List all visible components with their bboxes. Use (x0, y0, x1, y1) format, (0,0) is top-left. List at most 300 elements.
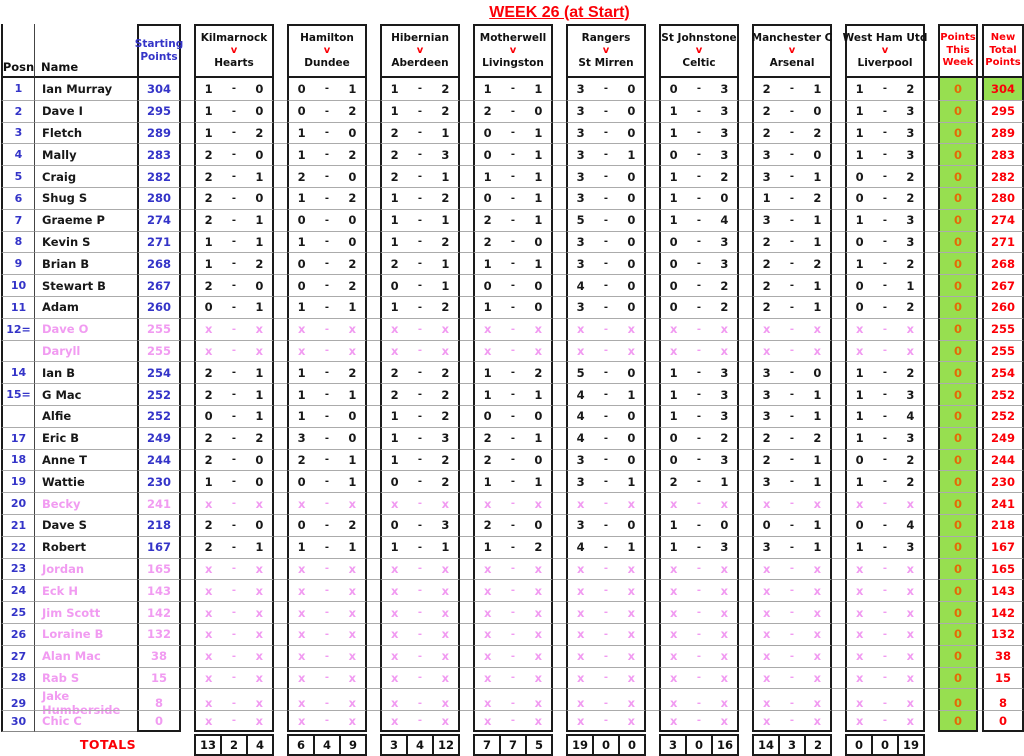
position-cell[interactable]: 20 (1, 492, 35, 514)
prediction-cell[interactable] (380, 558, 460, 580)
position-cell[interactable]: 7 (1, 209, 35, 231)
points-this-week-cell[interactable]: 0 (938, 165, 978, 187)
prediction-cell[interactable] (566, 558, 646, 580)
points-this-week-cell[interactable]: 0 (938, 78, 978, 100)
prediction-cell[interactable] (287, 100, 367, 122)
player-name-cell[interactable]: Becky (35, 492, 137, 514)
prediction-cell[interactable] (194, 536, 274, 558)
prediction-cell[interactable] (845, 645, 925, 667)
prediction-cell[interactable] (194, 492, 274, 514)
player-name-cell[interactable]: Alan Mac (35, 645, 137, 667)
prediction-cell[interactable] (659, 601, 739, 623)
prediction-cell[interactable] (566, 78, 646, 100)
points-this-week-cell[interactable]: 0 (938, 536, 978, 558)
prediction-cell[interactable] (845, 274, 925, 296)
prediction-cell[interactable] (194, 383, 274, 405)
totals-value-box[interactable]: 4 (408, 734, 434, 756)
prediction-cell[interactable] (380, 122, 460, 144)
prediction-cell[interactable] (287, 470, 367, 492)
position-cell[interactable]: 15= (1, 383, 35, 405)
prediction-cell[interactable] (473, 470, 553, 492)
totals-value-box[interactable]: 0 (594, 734, 620, 756)
starting-points-cell[interactable]: 252 (137, 383, 181, 405)
prediction-cell[interactable] (845, 405, 925, 427)
totals-value-box[interactable]: 6 (287, 734, 315, 756)
prediction-cell[interactable] (287, 231, 367, 253)
position-cell[interactable] (1, 340, 35, 362)
position-cell[interactable]: 28 (1, 667, 35, 689)
prediction-cell[interactable] (287, 667, 367, 689)
position-cell[interactable]: 8 (1, 231, 35, 253)
points-this-week-cell[interactable]: 0 (938, 514, 978, 536)
prediction-cell[interactable] (194, 710, 274, 732)
position-cell[interactable]: 1 (1, 78, 35, 100)
new-total-points-cell[interactable]: 268 (982, 252, 1024, 274)
prediction-cell[interactable] (752, 470, 832, 492)
prediction-cell[interactable] (473, 143, 553, 165)
prediction-cell[interactable] (752, 165, 832, 187)
prediction-cell[interactable] (566, 667, 646, 689)
points-this-week-cell[interactable]: 0 (938, 470, 978, 492)
position-cell[interactable]: 10 (1, 274, 35, 296)
prediction-cell[interactable] (752, 340, 832, 362)
prediction-cell[interactable] (473, 449, 553, 471)
prediction-cell[interactable] (845, 165, 925, 187)
new-total-points-cell[interactable]: 143 (982, 579, 1024, 601)
player-name-cell[interactable]: Alfie (35, 405, 137, 427)
new-total-points-cell[interactable]: 271 (982, 231, 1024, 253)
prediction-cell[interactable] (659, 492, 739, 514)
prediction-cell[interactable] (380, 165, 460, 187)
starting-points-cell[interactable]: 289 (137, 122, 181, 144)
starting-points-cell[interactable]: 280 (137, 187, 181, 209)
prediction-cell[interactable] (566, 361, 646, 383)
prediction-cell[interactable] (287, 165, 367, 187)
new-total-points-cell[interactable]: 267 (982, 274, 1024, 296)
prediction-cell[interactable] (194, 601, 274, 623)
prediction-cell[interactable] (287, 449, 367, 471)
prediction-cell[interactable] (659, 361, 739, 383)
prediction-cell[interactable] (845, 492, 925, 514)
position-cell[interactable]: 29 (1, 688, 35, 717)
new-total-points-cell[interactable]: 304 (982, 78, 1024, 100)
prediction-cell[interactable] (752, 601, 832, 623)
player-name-cell[interactable]: Dave S (35, 514, 137, 536)
prediction-cell[interactable] (473, 645, 553, 667)
starting-points-cell[interactable]: 282 (137, 165, 181, 187)
totals-value-box[interactable]: 3 (380, 734, 408, 756)
points-this-week-cell[interactable]: 0 (938, 252, 978, 274)
prediction-cell[interactable] (845, 143, 925, 165)
prediction-cell[interactable] (752, 558, 832, 580)
prediction-cell[interactable] (752, 492, 832, 514)
prediction-cell[interactable] (845, 623, 925, 645)
prediction-cell[interactable] (194, 231, 274, 253)
starting-points-cell[interactable]: 142 (137, 601, 181, 623)
prediction-cell[interactable] (659, 78, 739, 100)
prediction-cell[interactable] (194, 449, 274, 471)
prediction-cell[interactable] (380, 100, 460, 122)
new-total-points-cell[interactable]: 289 (982, 122, 1024, 144)
prediction-cell[interactable] (566, 187, 646, 209)
prediction-cell[interactable] (752, 383, 832, 405)
starting-points-cell[interactable]: 249 (137, 427, 181, 449)
points-this-week-cell[interactable]: 0 (938, 623, 978, 645)
prediction-cell[interactable] (473, 667, 553, 689)
prediction-cell[interactable] (845, 536, 925, 558)
prediction-cell[interactable] (380, 645, 460, 667)
prediction-cell[interactable] (845, 296, 925, 318)
new-total-points-cell[interactable]: 260 (982, 296, 1024, 318)
prediction-cell[interactable] (566, 427, 646, 449)
prediction-cell[interactable] (752, 252, 832, 274)
prediction-cell[interactable] (473, 623, 553, 645)
prediction-cell[interactable] (566, 645, 646, 667)
prediction-cell[interactable] (473, 361, 553, 383)
totals-value-box[interactable]: 13 (194, 734, 222, 756)
prediction-cell[interactable] (752, 296, 832, 318)
prediction-cell[interactable] (287, 318, 367, 340)
new-total-points-cell[interactable]: 274 (982, 209, 1024, 231)
new-total-points-cell[interactable]: 241 (982, 492, 1024, 514)
prediction-cell[interactable] (566, 536, 646, 558)
prediction-cell[interactable] (659, 209, 739, 231)
points-this-week-cell[interactable]: 0 (938, 296, 978, 318)
prediction-cell[interactable] (752, 710, 832, 732)
points-this-week-cell[interactable]: 0 (938, 405, 978, 427)
prediction-cell[interactable] (473, 558, 553, 580)
prediction-cell[interactable] (287, 209, 367, 231)
prediction-cell[interactable] (194, 187, 274, 209)
prediction-cell[interactable] (194, 209, 274, 231)
prediction-cell[interactable] (287, 710, 367, 732)
prediction-cell[interactable] (380, 209, 460, 231)
points-this-week-cell[interactable]: 0 (938, 361, 978, 383)
prediction-cell[interactable] (194, 318, 274, 340)
prediction-cell[interactable] (752, 122, 832, 144)
prediction-cell[interactable] (845, 449, 925, 471)
prediction-cell[interactable] (473, 252, 553, 274)
prediction-cell[interactable] (566, 514, 646, 536)
prediction-cell[interactable] (845, 601, 925, 623)
position-cell[interactable]: 11 (1, 296, 35, 318)
prediction-cell[interactable] (659, 645, 739, 667)
position-cell[interactable] (1, 405, 35, 427)
prediction-cell[interactable] (194, 514, 274, 536)
new-total-points-cell[interactable]: 218 (982, 514, 1024, 536)
starting-points-cell[interactable]: 252 (137, 405, 181, 427)
points-this-week-cell[interactable]: 0 (938, 645, 978, 667)
prediction-cell[interactable] (380, 383, 460, 405)
position-cell[interactable]: 21 (1, 514, 35, 536)
prediction-cell[interactable] (473, 383, 553, 405)
points-this-week-cell[interactable]: 0 (938, 274, 978, 296)
player-name-cell[interactable]: Shug S (35, 187, 137, 209)
prediction-cell[interactable] (566, 296, 646, 318)
player-name-cell[interactable]: Anne T (35, 449, 137, 471)
prediction-cell[interactable] (287, 536, 367, 558)
position-cell[interactable]: 19 (1, 470, 35, 492)
new-total-points-cell[interactable]: 244 (982, 449, 1024, 471)
position-cell[interactable]: 22 (1, 536, 35, 558)
prediction-cell[interactable] (194, 645, 274, 667)
prediction-cell[interactable] (473, 78, 553, 100)
totals-value-box[interactable]: 7 (501, 734, 527, 756)
prediction-cell[interactable] (566, 231, 646, 253)
points-this-week-cell[interactable]: 0 (938, 209, 978, 231)
prediction-cell[interactable] (194, 667, 274, 689)
points-this-week-cell[interactable]: 0 (938, 427, 978, 449)
prediction-cell[interactable] (752, 78, 832, 100)
prediction-cell[interactable] (845, 427, 925, 449)
position-cell[interactable]: 23 (1, 558, 35, 580)
prediction-cell[interactable] (845, 252, 925, 274)
points-this-week-cell[interactable]: 0 (938, 100, 978, 122)
prediction-cell[interactable] (752, 274, 832, 296)
prediction-cell[interactable] (566, 710, 646, 732)
prediction-cell[interactable] (380, 274, 460, 296)
player-name-cell[interactable]: Daryll (35, 340, 137, 362)
prediction-cell[interactable] (287, 252, 367, 274)
starting-points-cell[interactable]: 244 (137, 449, 181, 471)
starting-points-cell[interactable]: 260 (137, 296, 181, 318)
prediction-cell[interactable] (566, 383, 646, 405)
prediction-cell[interactable] (566, 143, 646, 165)
new-total-points-cell[interactable]: 167 (982, 536, 1024, 558)
starting-points-cell[interactable]: 304 (137, 78, 181, 100)
new-total-points-cell[interactable]: 8 (982, 688, 1024, 717)
new-total-points-cell[interactable]: 282 (982, 165, 1024, 187)
points-this-week-cell[interactable]: 0 (938, 187, 978, 209)
prediction-cell[interactable] (752, 231, 832, 253)
points-this-week-cell[interactable]: 0 (938, 601, 978, 623)
prediction-cell[interactable] (659, 274, 739, 296)
player-name-cell[interactable]: Fletch (35, 122, 137, 144)
new-total-points-cell[interactable]: 254 (982, 361, 1024, 383)
prediction-cell[interactable] (845, 579, 925, 601)
prediction-cell[interactable] (473, 710, 553, 732)
starting-points-cell[interactable]: 267 (137, 274, 181, 296)
player-name-cell[interactable]: Brian B (35, 252, 137, 274)
prediction-cell[interactable] (287, 492, 367, 514)
prediction-cell[interactable] (380, 318, 460, 340)
points-this-week-cell[interactable]: 0 (938, 318, 978, 340)
prediction-cell[interactable] (566, 492, 646, 514)
new-total-points-cell[interactable]: 249 (982, 427, 1024, 449)
prediction-cell[interactable] (752, 579, 832, 601)
points-this-week-cell[interactable]: 0 (938, 340, 978, 362)
prediction-cell[interactable] (287, 383, 367, 405)
prediction-cell[interactable] (659, 558, 739, 580)
position-cell[interactable]: 4 (1, 143, 35, 165)
prediction-cell[interactable] (659, 427, 739, 449)
prediction-cell[interactable] (473, 165, 553, 187)
prediction-cell[interactable] (659, 340, 739, 362)
prediction-cell[interactable] (473, 231, 553, 253)
prediction-cell[interactable] (566, 623, 646, 645)
prediction-cell[interactable] (566, 122, 646, 144)
prediction-cell[interactable] (845, 361, 925, 383)
player-name-cell[interactable]: Graeme P (35, 209, 137, 231)
prediction-cell[interactable] (845, 710, 925, 732)
totals-value-box[interactable]: 2 (806, 734, 832, 756)
position-cell[interactable]: 24 (1, 579, 35, 601)
starting-points-cell[interactable]: 255 (137, 340, 181, 362)
prediction-cell[interactable] (194, 78, 274, 100)
prediction-cell[interactable] (473, 187, 553, 209)
player-name-cell[interactable]: Dave I (35, 100, 137, 122)
prediction-cell[interactable] (194, 340, 274, 362)
prediction-cell[interactable] (473, 601, 553, 623)
prediction-cell[interactable] (194, 470, 274, 492)
prediction-cell[interactable] (287, 340, 367, 362)
prediction-cell[interactable] (287, 623, 367, 645)
prediction-cell[interactable] (659, 165, 739, 187)
points-this-week-cell[interactable]: 0 (938, 579, 978, 601)
prediction-cell[interactable] (473, 536, 553, 558)
prediction-cell[interactable] (194, 361, 274, 383)
prediction-cell[interactable] (194, 579, 274, 601)
totals-value-box[interactable]: 3 (780, 734, 806, 756)
position-cell[interactable]: 9 (1, 252, 35, 274)
new-total-points-cell[interactable]: 0 (982, 710, 1024, 732)
player-name-cell[interactable]: Eck H (35, 579, 137, 601)
player-name-cell[interactable]: Loraine B (35, 623, 137, 645)
prediction-cell[interactable] (380, 601, 460, 623)
prediction-cell[interactable] (473, 427, 553, 449)
prediction-cell[interactable] (566, 579, 646, 601)
prediction-cell[interactable] (380, 470, 460, 492)
points-this-week-cell[interactable]: 0 (938, 688, 978, 717)
player-name-cell[interactable]: G Mac (35, 383, 137, 405)
prediction-cell[interactable] (659, 405, 739, 427)
new-total-points-cell[interactable]: 280 (982, 187, 1024, 209)
prediction-cell[interactable] (845, 470, 925, 492)
prediction-cell[interactable] (566, 340, 646, 362)
prediction-cell[interactable] (194, 274, 274, 296)
prediction-cell[interactable] (473, 209, 553, 231)
new-total-points-cell[interactable]: 230 (982, 470, 1024, 492)
prediction-cell[interactable] (380, 405, 460, 427)
position-cell[interactable]: 25 (1, 601, 35, 623)
prediction-cell[interactable] (380, 579, 460, 601)
new-total-points-cell[interactable]: 252 (982, 383, 1024, 405)
prediction-cell[interactable] (473, 296, 553, 318)
prediction-cell[interactable] (380, 187, 460, 209)
prediction-cell[interactable] (194, 623, 274, 645)
prediction-cell[interactable] (287, 122, 367, 144)
points-this-week-cell[interactable]: 0 (938, 231, 978, 253)
new-total-points-cell[interactable]: 142 (982, 601, 1024, 623)
position-cell[interactable]: 12= (1, 318, 35, 340)
player-name-cell[interactable]: Kevin S (35, 231, 137, 253)
new-total-points-cell[interactable]: 255 (982, 318, 1024, 340)
starting-points-cell[interactable]: 218 (137, 514, 181, 536)
totals-value-box[interactable]: 0 (845, 734, 873, 756)
starting-points-cell[interactable]: 143 (137, 579, 181, 601)
prediction-cell[interactable] (287, 361, 367, 383)
prediction-cell[interactable] (194, 427, 274, 449)
prediction-cell[interactable] (287, 645, 367, 667)
prediction-cell[interactable] (287, 514, 367, 536)
prediction-cell[interactable] (845, 340, 925, 362)
position-cell[interactable]: 6 (1, 187, 35, 209)
position-cell[interactable]: 18 (1, 449, 35, 471)
player-name-cell[interactable]: Adam (35, 296, 137, 318)
prediction-cell[interactable] (845, 78, 925, 100)
prediction-cell[interactable] (659, 514, 739, 536)
prediction-cell[interactable] (752, 623, 832, 645)
prediction-cell[interactable] (659, 187, 739, 209)
prediction-cell[interactable] (380, 340, 460, 362)
prediction-cell[interactable] (659, 470, 739, 492)
position-cell[interactable]: 2 (1, 100, 35, 122)
prediction-cell[interactable] (194, 558, 274, 580)
prediction-cell[interactable] (845, 122, 925, 144)
prediction-cell[interactable] (752, 361, 832, 383)
position-cell[interactable]: 14 (1, 361, 35, 383)
prediction-cell[interactable] (659, 143, 739, 165)
prediction-cell[interactable] (380, 361, 460, 383)
prediction-cell[interactable] (194, 100, 274, 122)
prediction-cell[interactable] (380, 536, 460, 558)
starting-points-cell[interactable]: 165 (137, 558, 181, 580)
player-name-cell[interactable]: Jim Scott (35, 601, 137, 623)
prediction-cell[interactable] (566, 165, 646, 187)
totals-value-box[interactable]: 12 (434, 734, 460, 756)
position-cell[interactable]: 17 (1, 427, 35, 449)
prediction-cell[interactable] (845, 667, 925, 689)
prediction-cell[interactable] (659, 623, 739, 645)
totals-value-box[interactable]: 2 (222, 734, 248, 756)
totals-value-box[interactable]: 5 (527, 734, 553, 756)
prediction-cell[interactable] (566, 405, 646, 427)
prediction-cell[interactable] (380, 296, 460, 318)
new-total-points-cell[interactable]: 132 (982, 623, 1024, 645)
prediction-cell[interactable] (380, 143, 460, 165)
starting-points-cell[interactable]: 268 (137, 252, 181, 274)
prediction-cell[interactable] (659, 296, 739, 318)
totals-value-box[interactable]: 7 (473, 734, 501, 756)
prediction-cell[interactable] (566, 274, 646, 296)
totals-value-box[interactable]: 3 (659, 734, 687, 756)
prediction-cell[interactable] (380, 427, 460, 449)
totals-value-box[interactable]: 0 (873, 734, 899, 756)
starting-points-cell[interactable]: 271 (137, 231, 181, 253)
prediction-cell[interactable] (752, 405, 832, 427)
totals-value-box[interactable]: 16 (713, 734, 739, 756)
totals-value-box[interactable]: 19 (566, 734, 594, 756)
prediction-cell[interactable] (659, 122, 739, 144)
prediction-cell[interactable] (752, 209, 832, 231)
prediction-cell[interactable] (845, 558, 925, 580)
prediction-cell[interactable] (287, 274, 367, 296)
prediction-cell[interactable] (194, 143, 274, 165)
new-total-points-cell[interactable]: 295 (982, 100, 1024, 122)
prediction-cell[interactable] (752, 514, 832, 536)
starting-points-cell[interactable]: 241 (137, 492, 181, 514)
new-total-points-cell[interactable]: 255 (982, 340, 1024, 362)
starting-points-cell[interactable]: 15 (137, 667, 181, 689)
prediction-cell[interactable] (752, 645, 832, 667)
prediction-cell[interactable] (659, 383, 739, 405)
player-name-cell[interactable]: Wattie (35, 470, 137, 492)
starting-points-cell[interactable]: 8 (137, 688, 181, 717)
prediction-cell[interactable] (380, 231, 460, 253)
player-name-cell[interactable]: Mally (35, 143, 137, 165)
prediction-cell[interactable] (473, 274, 553, 296)
prediction-cell[interactable] (659, 667, 739, 689)
